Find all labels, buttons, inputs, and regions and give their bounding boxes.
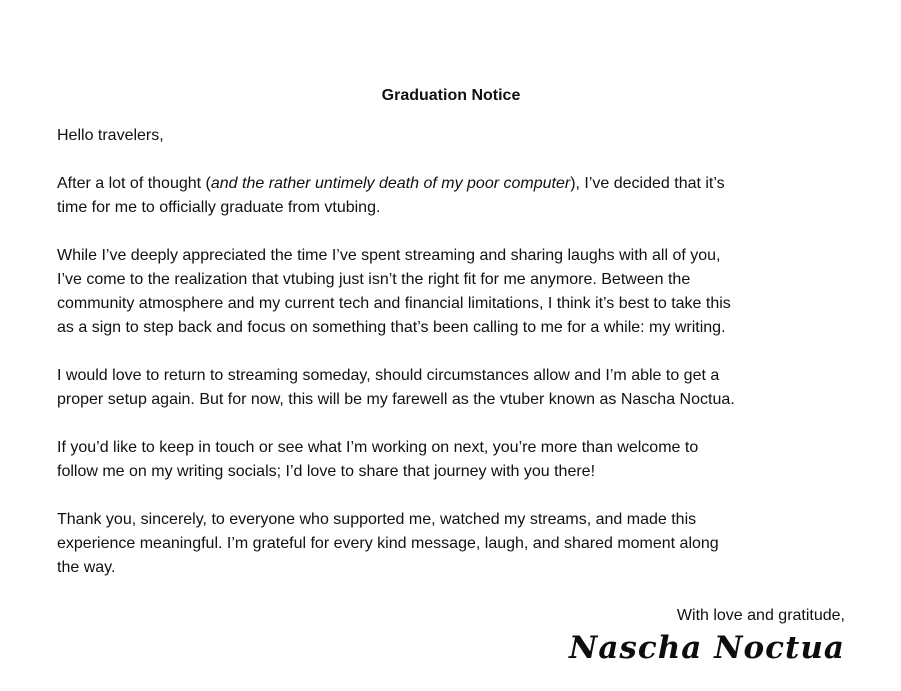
paragraph-decision xyxy=(57,172,845,220)
paragraph-appreciation xyxy=(57,244,845,340)
paragraph-return xyxy=(57,364,845,412)
text-line: I would love to return to streaming someday, should circumstances allow and I’m able to get a xyxy=(57,367,720,384)
paragraph-keep-in-touch xyxy=(57,436,845,484)
page-title: Graduation Notice xyxy=(381,87,521,104)
text-line: as a sign to step back and focus on something that’s been calling to me for a while: my writing. xyxy=(57,319,726,336)
paragraph-thanks xyxy=(57,508,845,580)
text-line: community atmosphere and my current tech and financial limitations, I think it’s best to take this xyxy=(57,295,731,312)
italic-text-segment: and the rather untimely death of my poor computer xyxy=(210,175,571,192)
text-line: follow me on my writing socials; I’d love to share that journey with you there! xyxy=(57,463,596,480)
text-line: time for me to officially graduate from vtubing. xyxy=(57,199,381,216)
salutation: Hello travelers, xyxy=(57,127,164,144)
text-line: proper setup again. But for now, this will be my farewell as the vtuber known as Nascha Noctua. xyxy=(57,391,735,408)
text-line: Thank you, sincerely, to everyone who supported me, watched my streams, and made this xyxy=(57,511,697,528)
text-line: I’ve come to the realization that vtubing just isn’t the right fit for me anymore. Between the xyxy=(57,271,691,288)
text-line: If you’d like to keep in touch or see what I’m working on next, you’re more than welcome to xyxy=(57,439,699,456)
text-line xyxy=(57,172,845,196)
signature: Nascha Noctua xyxy=(568,630,845,666)
text-line: While I’ve deeply appreciated the time I’ve spent streaming and sharing laughs with all of you, xyxy=(57,247,721,264)
text-segment: After a lot of thought ( xyxy=(57,175,211,192)
text-line: the way. xyxy=(57,559,116,576)
closing-valediction: With love and gratitude, xyxy=(676,607,845,624)
text-line: experience meaningful. I’m grateful for every kind message, laugh, and shared moment along xyxy=(57,535,719,552)
text-segment: ), I’ve decided that it’s xyxy=(570,175,725,192)
